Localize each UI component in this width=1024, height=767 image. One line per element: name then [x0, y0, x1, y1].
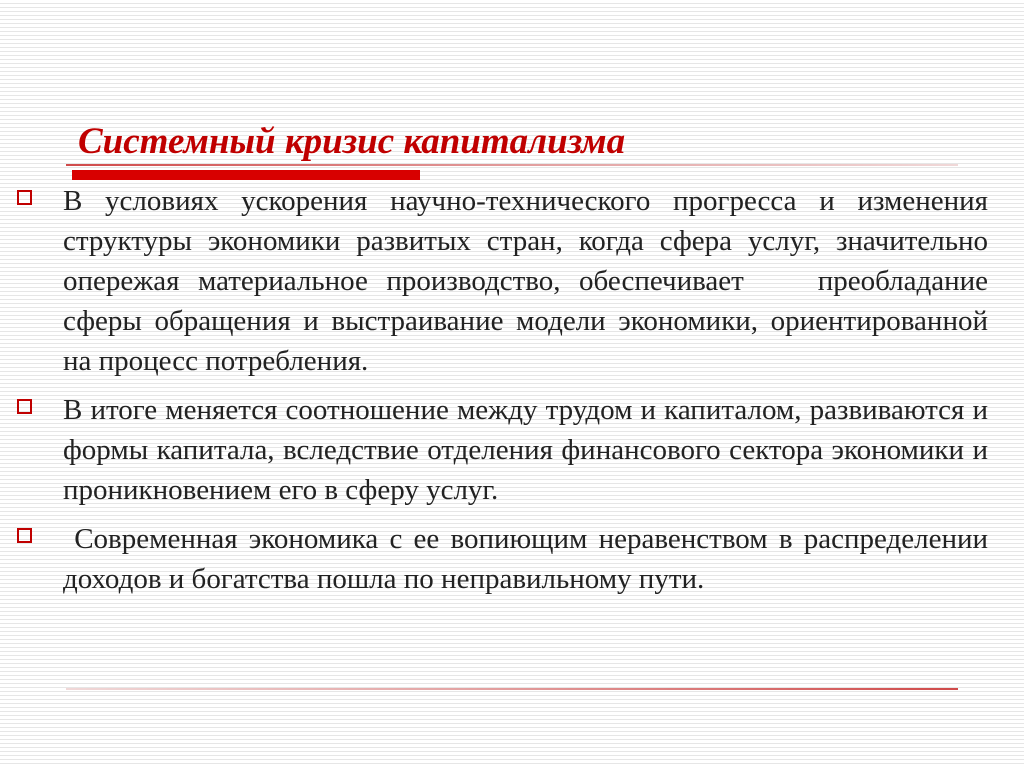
hollow-square-bullet-icon: [17, 190, 32, 205]
bullet-list: [14, 181, 1017, 608]
title-underline-bar: [72, 170, 420, 180]
bullet-item: [14, 519, 1003, 599]
bullet-text: В условиях ускорения научно-технического прогресса и изменения структуры экономики развитых стран, когда сфера услуг, значительно опережая материальное производство, обеспечивает преобладание сферы обращения и выстраивание модели экономики, ориентированной на процесс потребления.: [63, 185, 1017, 377]
bullet-item: [14, 181, 1017, 381]
hollow-square-bullet-icon: [17, 399, 32, 414]
bullet-item: [14, 390, 996, 510]
bullet-text: Современная экономика с ее вопиющим неравенством в распределении доходов и богатства пошла по неправильному пути.: [63, 523, 1003, 595]
title-underline-thin: [66, 164, 958, 166]
bullet-text: В итоге меняется соотношение между трудом и капиталом, развиваются и формы капитала, вследствие отделения финансового сектора экономики и проникновением его в сферу услуг.: [63, 394, 996, 506]
slide-title: Системный кризис капитализма: [78, 121, 626, 162]
bottom-divider-line: [66, 688, 958, 690]
hollow-square-bullet-icon: [17, 528, 32, 543]
